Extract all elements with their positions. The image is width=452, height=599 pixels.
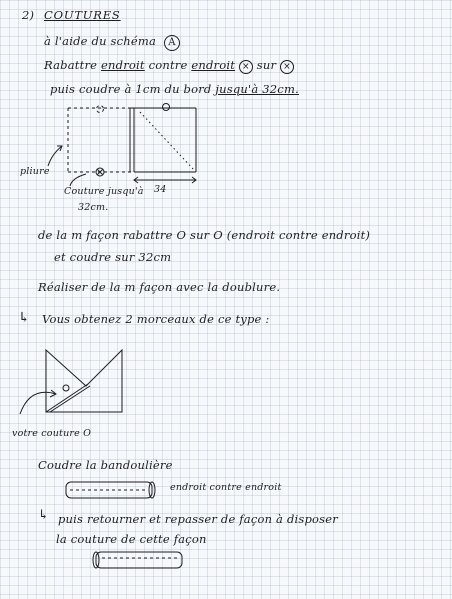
fold-diagram [48,104,196,187]
seam-label-1: Couture jusqu'à [64,186,144,197]
section-title: COUTURES [44,8,121,22]
instruction-line-2-a: Rabattre [44,58,98,72]
strap-diagram-2 [93,552,182,568]
paragraph-2-line-1: de la m façon rabattre O sur O (endroit contre endroit) [38,228,371,242]
instruction-line-2-c: contre [148,58,188,72]
paragraph-2-line-2: et coudre sur 32cm [54,250,172,264]
seam-o-label: votre couture O [12,428,92,439]
instruction-line-2-e: sur [256,58,277,72]
seam-label-2: 32cm. [78,202,109,213]
piece-diagram [20,350,122,414]
circled-cross-icon: × [239,60,253,74]
instruction-line-3-b: jusqu'à 32cm. [215,82,299,96]
strap-side-label: endroit contre endroit [170,482,282,493]
fold-label: pliure [20,166,50,177]
paragraph-5-line-2: puis retourner et repasser de façon à disposer [58,512,338,526]
instruction-line-2-b: endroit [101,58,145,72]
paragraph-4-line-1: Vous obtenez 2 morceaux de ce type : [42,312,270,326]
arrow-bullet-icon: ↳ [18,310,30,326]
circled-cross-icon: × [280,60,294,74]
paragraph-5-line-1: Coudre la bandoulière [38,458,173,472]
paragraph-5-line-3: la couture de cette façon [56,532,207,546]
instruction-line-1-text: à l'aide du schéma [44,34,157,48]
paragraph-3-line-1: Réaliser de la m façon avec la doublure. [38,280,281,294]
instruction-line-2-d: endroit [191,58,236,72]
circled-letter-a: A [164,35,180,51]
dimension-label: 34 [154,184,167,195]
arrow-bullet-icon: ↳ [38,508,50,523]
section-number: 2) [22,8,35,22]
strap-diagram-1 [66,482,155,498]
instruction-line-3-a: puis coudre à 1cm du bord [50,82,212,96]
